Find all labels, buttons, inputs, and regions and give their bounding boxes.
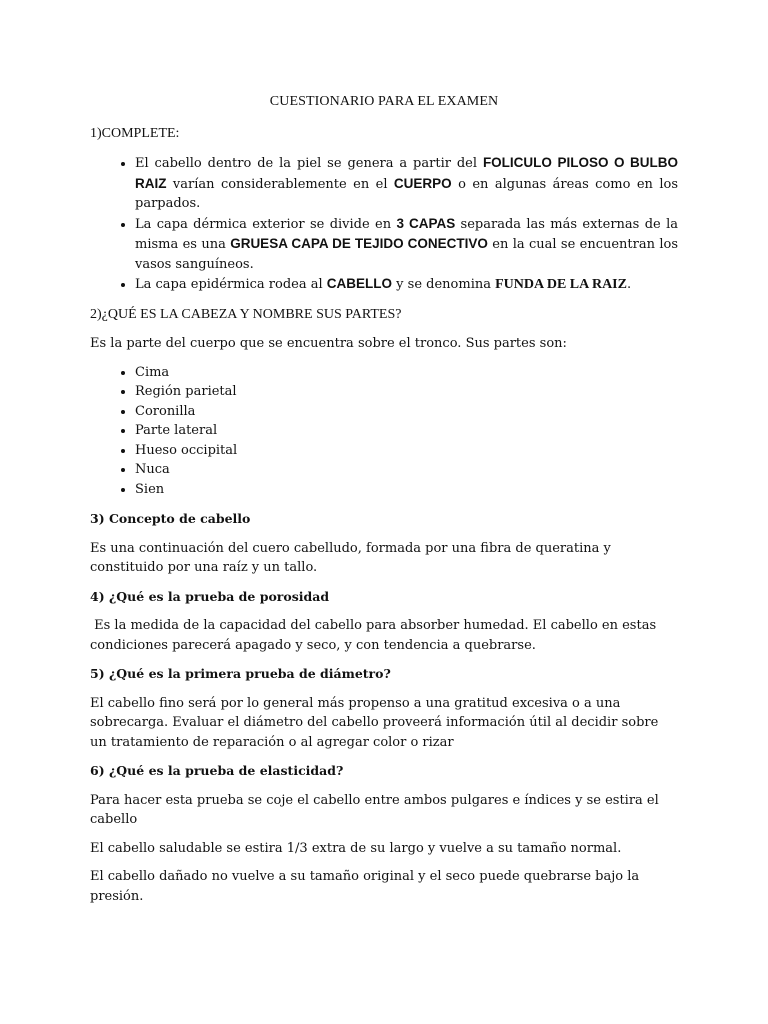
section-5-body: El cabello fino será por lo general más propenso a una gratitud excesiva o a una sobrecarga. Evaluar el diámetro del cabello proveerá información útil al decidir sobre un tratamiento de reparación o al agregar color o rizar [90, 695, 659, 750]
item-text: La capa epidérmica rodea al [135, 277, 327, 292]
keyword: FUNDA DE LA RAIZ [495, 277, 627, 292]
item-text: en la cual se encuentran los vasos sanguíneos. [135, 237, 678, 272]
keyword: CUERPO [393, 175, 452, 191]
section-2-heading: 2)¿QUÉ ES LA CABEZA Y NOMBRE SUS PARTES? [90, 306, 402, 322]
document-title: CUESTIONARIO PARA EL EXAMEN [269, 94, 499, 109]
keyword: GRUESA CAPA DE TEJIDO CONECTIVO [230, 236, 488, 251]
head-part-item: • Región parietal [135, 382, 678, 402]
section-1-item [135, 153, 678, 214]
item-text: separada las más externas de la misma es una [135, 216, 678, 252]
section-6-paragraph: Para hacer esta prueba se coje el cabello entre ambos pulgares e índices y se estira el cabello [90, 792, 659, 827]
item-text: La capa dérmica exterior se divide en [135, 216, 397, 232]
item-text: El cabello dentro de la piel se genera a partir del [135, 156, 483, 171]
head-part-item: • Parte lateral [135, 421, 678, 441]
head-parts-list [90, 363, 678, 500]
section-4-heading: 4) ¿Qué es la prueba de porosidad [90, 588, 330, 604]
item-text: o en algunas áreas como en los parpados. [135, 176, 678, 211]
section-1-list [90, 153, 678, 295]
section-1-item [135, 274, 678, 295]
section-1-heading: 1)COMPLETE: [90, 125, 180, 141]
head-part-item: • Coronilla [135, 402, 678, 422]
section-2-intro: Es la parte del cuerpo que se encuentra sobre el tronco. Sus partes son: [90, 336, 567, 351]
head-part-item: • Nuca [135, 460, 678, 480]
keyword: 3 CAPAS [396, 215, 456, 231]
section-3-heading: 3) Concepto de cabello [90, 511, 251, 526]
head-part-item: • Hueso occipital [135, 441, 678, 461]
keyword: FOLICULO PILOSO O BULBO RAIZ [135, 155, 679, 191]
item-text: y se denomina [392, 277, 496, 292]
head-part-item: • Cima [135, 363, 678, 383]
section-6-paragraph: El cabello saludable se estira 1/3 extra de su largo y vuelve a su tamaño normal. [90, 840, 622, 856]
section-6-paragraph: El cabello dañado no vuelve a su tamaño original y el seco puede quebrarse bajo la presión. [90, 869, 640, 904]
section-4-body: Es la medida de la capacidad del cabello para absorber humedad. El cabello en estas condiciones parecerá apagado y seco, y con tendencia a quebrarse. [90, 618, 661, 653]
section-3-body: Es una continuación del cuero cabelludo, formada por una fibra de queratina y constituido por una raíz y un tallo. [90, 540, 611, 575]
item-text: varían considerablemente en el [166, 176, 394, 192]
head-part-item: • Sien [135, 480, 678, 500]
item-text: . [626, 277, 632, 292]
section-6-heading: 6) ¿Qué es la prueba de elasticidad? [90, 763, 344, 778]
section-5-heading: 5) ¿Qué es la primera prueba de diámetro? [90, 666, 391, 681]
section-1-item [135, 214, 678, 275]
keyword: CABELLO [326, 276, 393, 291]
